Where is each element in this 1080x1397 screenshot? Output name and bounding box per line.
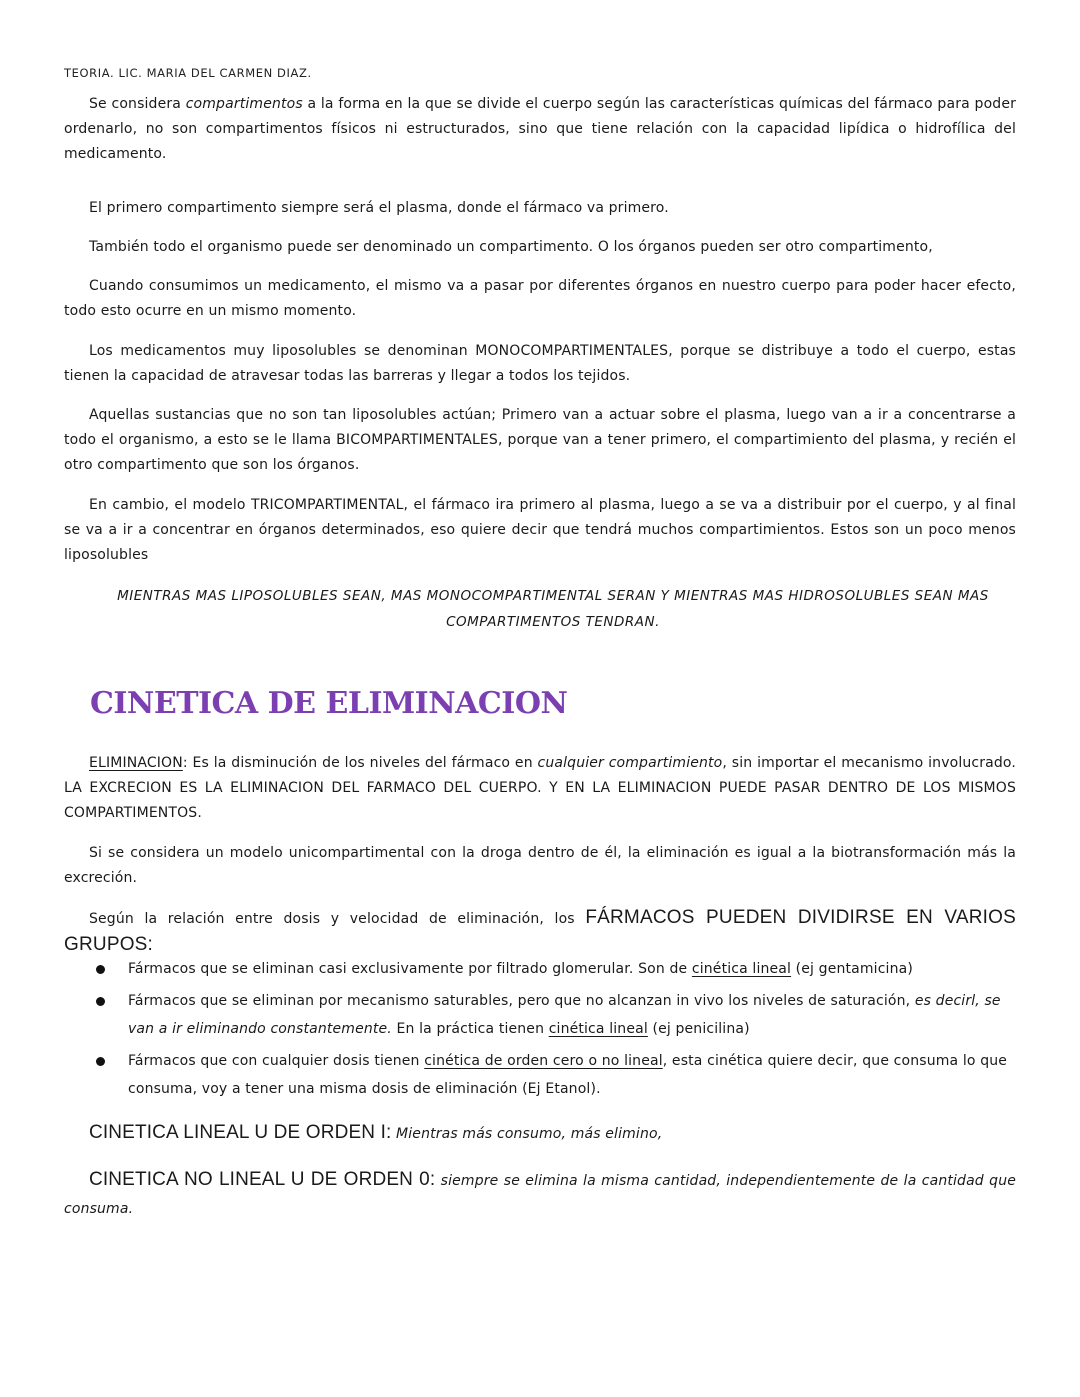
paragraph-plasma: El primero compartimento siempre será el plasma, donde el fármaco va primero. xyxy=(89,200,669,216)
groups-heading: FÁRMACOS PUEDEN DIVIDIRSE EN VARIOS GRUPOS: xyxy=(64,907,1016,955)
text-run: Se considera xyxy=(89,96,186,112)
paragraph-consumption: Cuando consumimos un medicamento, el mismo va a pasar por diferentes órganos en nuestro cuerpo para poder hacer efecto, todo esto ocurre en un mismo momento. xyxy=(64,278,1016,319)
text-run: a la forma en la que se divide el cuerpo según las características químicas del fármaco para poder ordenarlo, no son compartimentos físicos ni estructurados, sino que tiene relación con la capacidad lipídica o hidrofílica del medicamento. xyxy=(64,96,1016,162)
bullet-icon xyxy=(96,1057,105,1066)
text-run: , esta cinética quiere decir, que consuma lo que consuma, voy a tener una misma dosis de eliminación (Ej Etanol). xyxy=(128,1053,1008,1097)
paragraph-organism: También todo el organismo puede ser denominado un compartimento. O los órganos pueden ser otro compartimento, xyxy=(89,239,933,255)
section-title: CINETICA DE ELIMINACION xyxy=(90,686,568,721)
emphasis-term: cualquier compartimiento xyxy=(537,755,723,771)
definition-body: siempre se elimina la misma cantidad, independientemente de la cantidad que consuma. xyxy=(64,1173,1016,1217)
paragraph-bicompartmental: Aquellas sustancias que no son tan liposolubles actúan; Primero van a actuar sobre el plasma, luego van a ir a concentrarse a todo el organismo, a esto se le llama BICOMPARTIMENTALES, porque van a tener primero, el compartimiento del plasma, y recién el otro compartimento que son los órganos. xyxy=(64,407,1016,473)
definition-label: CINETICA LINEAL U DE ORDEN I: xyxy=(89,1122,392,1143)
bullet-icon xyxy=(96,997,105,1006)
underlined-term: cinética de orden cero o no lineal xyxy=(424,1053,663,1069)
list-item xyxy=(90,955,1016,983)
text-run: Fármacos que se eliminan casi exclusivamente por filtrado glomerular. Son de xyxy=(128,961,692,977)
key-rule-callout: MIENTRAS MAS LIPOSOLUBLES SEAN, MAS MONOCOMPARTIMENTAL SERAN Y MIENTRAS MAS HIDROSOLUBLES SEAN MAS COMPARTIMENTOS TENDRAN. xyxy=(117,588,989,630)
text-run: (ej gentamicina) xyxy=(791,961,913,977)
underlined-term: cinética lineal xyxy=(548,1021,648,1037)
definition-nonlinear-kinetics xyxy=(64,1166,1016,1223)
drug-groups-list xyxy=(90,955,1016,1107)
emphasis-term: es decirl, se van a ir eliminando constantemente. xyxy=(128,993,1001,1037)
list-item xyxy=(90,987,1016,1043)
bullet-icon xyxy=(96,965,105,974)
list-item xyxy=(90,1047,1016,1103)
definition-label: CINETICA NO LINEAL U DE ORDEN 0: xyxy=(89,1169,436,1190)
document-header: TEORIA. LIC. MARIA DEL CARMEN DIAZ. xyxy=(64,66,312,80)
text-run: (ej penicilina) xyxy=(647,1021,750,1037)
paragraph-unicompartmental: Si se considera un modelo unicompartimental con la droga dentro de él, la eliminación es igual a la biotransformación más la excreción. xyxy=(64,845,1016,886)
emphasis-term: compartimentos xyxy=(185,96,303,112)
term-label: ELIMINACION xyxy=(89,755,183,771)
text-run: Fármacos que se eliminan por mecanismo saturables, pero que no alcanzan in vivo los niveles de saturación, xyxy=(128,993,915,1009)
underlined-term: cinética lineal xyxy=(691,961,792,977)
text-run: En la práctica tienen xyxy=(391,1021,549,1037)
definition-linear-kinetics xyxy=(64,1120,1016,1147)
paragraph-tricompartmental: En cambio, el modelo TRICOMPARTIMENTAL, el fármaco ira primero al plasma, luego a se va a distribuir por el cuerpo, y al final se va a ir a concentrar en órganos determinados, eso quiere decir que tendrá muchos compartimientos. Estos son un poco menos liposolubles xyxy=(64,497,1016,563)
paragraph-monocompartmental: Los medicamentos muy liposolubles se denominan MONOCOMPARTIMENTALES, porque se distribuye a todo el cuerpo, estas tienen la capacidad de atravesar todas las barreras y llegar a todos los tejidos. xyxy=(64,343,1016,384)
text-run: Fármacos que con cualquier dosis tienen xyxy=(128,1053,425,1069)
definition-body: Mientras más consumo, más elimino, xyxy=(391,1126,663,1142)
paragraph-compartments xyxy=(64,92,1016,167)
text-run: , sin importar el mecanismo involucrado. LA EXCRECION ES LA ELIMINACION DEL FARMACO DEL CUERPO. Y EN LA ELIMINACION PUEDE PASAR DENTRO DE LOS MISMOS COMPARTIMENTOS. xyxy=(64,755,1017,821)
paragraph-elimination-definition xyxy=(64,751,1016,826)
text-run: Según la relación entre dosis y velocidad de eliminación, los xyxy=(89,911,586,927)
text-run: : Es la disminución de los niveles del fármaco en xyxy=(182,755,538,771)
paragraph-groups-intro xyxy=(64,905,1016,959)
